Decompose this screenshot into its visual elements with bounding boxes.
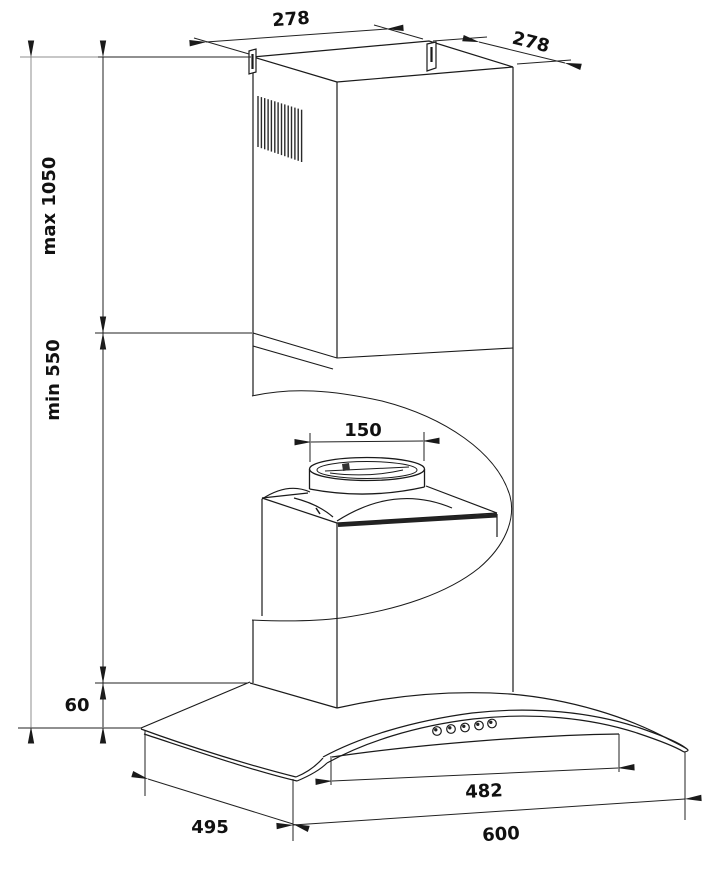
chimney-lower-section xyxy=(250,333,337,708)
knob-1 xyxy=(433,727,442,736)
label-chimney-top-depth: 278 xyxy=(510,27,552,58)
knob-4 xyxy=(475,721,484,730)
control-knobs xyxy=(433,719,497,735)
damper-clip xyxy=(342,463,350,471)
label-canopy-body-height: 60 xyxy=(64,695,90,716)
chimney-top-face xyxy=(253,41,513,82)
glass-band-bottom-edge xyxy=(332,734,619,757)
filter-seam-band xyxy=(338,516,497,526)
label-canopy-width: 600 xyxy=(481,822,521,847)
chimney-joint-seam xyxy=(253,333,513,369)
label-canopy-depth: 495 xyxy=(191,817,229,838)
knob-5 xyxy=(488,719,497,728)
label-duct-diameter: 150 xyxy=(344,420,382,441)
glass-visor-top-edge xyxy=(323,710,687,757)
label-chimney-top-width: 278 xyxy=(271,7,311,32)
mounting-tab-left xyxy=(249,49,256,74)
knob-2 xyxy=(447,725,456,734)
mounting-tab-right xyxy=(427,42,436,71)
vent-grille-icon xyxy=(258,96,302,162)
canopy xyxy=(141,682,688,781)
duct-collar xyxy=(310,458,425,495)
label-glass-front-width: 482 xyxy=(464,780,504,803)
detail-balloon-ellipse xyxy=(252,391,512,621)
knob-3 xyxy=(461,723,470,732)
blower-housing xyxy=(262,486,497,616)
label-height-min: min 550 xyxy=(43,339,64,421)
label-height-max: max 1050 xyxy=(39,156,60,256)
